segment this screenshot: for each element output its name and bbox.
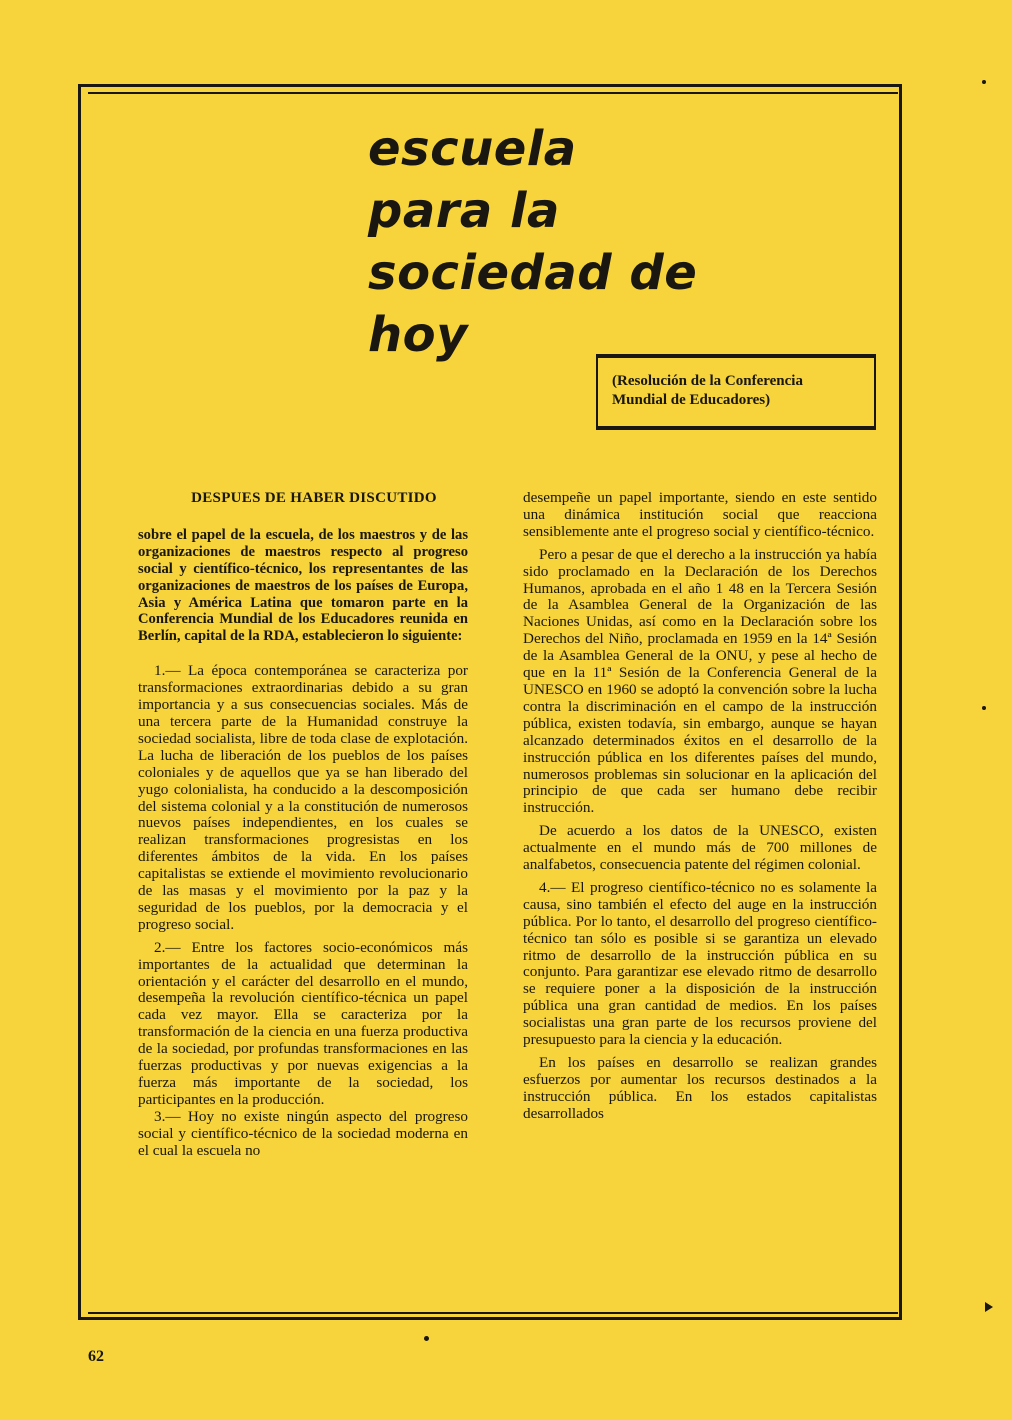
margin-dot-mark	[982, 80, 986, 84]
paragraph-rights: Pero a pesar de que el derecho a la instrucción ya había sido proclamado en la Declaración de los Derechos Humanos, aprobada en el año 1 48 en la Tercera Sesión de la Asamblea General de la Organización de las Naciones Unidas, así como en la Declaración sobre los Derechos del Niño, proclamada en 1959 en la 14ª Sesión de la Asamblea General de la ONU, y pese al hecho de que en la 11ª Sesión de la Conferencia General de la UNESCO en 1960 se adoptó la convención sobre la lucha contra la discriminación en el campo de la instrucción pública, existen todavía, sin embargo, aunque se hayan alcanzado determinados éxitos en el desarrollo de la instrucción pública en los diferentes países del mundo, numerosos problemas sin solucionar en la aplicación del principio de que cada ser humano debe recibir instrucción.	[523, 545, 877, 817]
paragraph-1: 1.— La época contemporánea se caracteriza por transformaciones extraordinarias debido a su gran importancia y a sus consecuencias sociales. Más de una tercera parte de la Humanidad construye la sociedad socialista, libre de toda clase de explotación. La lucha de liberación de los pueblos de los países coloniales y de aquellos que ya se han liberado del yugo colonialista, ha conducido a la descomposición del sistema colonial y a la constitución de numerosos nuevos países independientes, en los cuales se realizan transformaciones progresistas en los diferentes ámbitos de la vida. En los países capitalistas se extiende el movimiento revolucionario de las masas y el movimiento por la paz y la seguridad de los pueblos, por la democracia y el progreso social.	[138, 662, 468, 933]
left-column	[138, 490, 468, 1160]
margin-dot-mark	[982, 706, 986, 710]
paragraph-2: 2.— Entre los factores socio-económicos más importantes de la actualidad que determinan la orientación y el carácter del desarrollo en el mundo, desempeña la revolución científico-técnica un papel cada vez mayor. Ella se caracteriza por la transformación de la ciencia en una fuerza productiva de la sociedad, por profundas transformaciones en las fuerzas productivas y por nuevas exigencias a la fuerza más importante de la sociedad, los participantes en la producción.	[138, 938, 468, 1108]
intro-paragraph: sobre el papel de la escuela, de los maestros y de las organizaciones de maestros respecto al progreso social y científico-técnico, los representantes de las organizaciones de maestros de los países de Europa, Asia y América Latina que tomaron parte en la Conferencia Mundial de los Educadores reunida en Berlín, capital de la RDA, establecieron lo siguiente:	[138, 526, 468, 645]
paragraph-3: 3.— Hoy no existe ningún aspecto del progreso social y científico-técnico de la sociedad moderna en el cual la escuela no	[138, 1107, 468, 1159]
page-number: 62	[88, 1348, 104, 1365]
paragraph-4: 4.— El progreso científico-técnico no es solamente la causa, sino también el efecto del auge en la instrucción pública. Por lo tanto, el desarrollo del progreso científico-técnico tan sólo es posible si se garantiza un elevado ritmo de desarrollo de la instrucción pública en su conjunto. Para garantizar ese elevado ritmo de desarrollo se requiere poner a la disposición de la instrucción pública una gran cantidad de medios. En los países socialistas una gran parte de los recursos proviene del presupuesto para la ciencia y la educación.	[523, 878, 877, 1049]
resolution-line-2: Mundial de Educadores)	[612, 392, 771, 408]
paragraph-developing: En los países en desarrollo se realizan grandes esfuerzos por aumentar los recursos destinados a la instrucción pública. En los estados capitalistas desarrollados	[523, 1054, 877, 1122]
paragraph-continued: desempeñe un papel importante, siendo en este sentido una dinámica institución social que reacciona sensiblemente ante el progreso social y científico-técnico.	[523, 489, 877, 540]
resolution-line-1: (Resolución de la Conferencia	[612, 373, 803, 389]
title-line-2: para la	[368, 183, 560, 239]
resolution-box	[596, 354, 876, 430]
frame-inner-top-rule	[88, 92, 898, 94]
frame-inner-bottom-rule	[88, 1312, 898, 1314]
margin-arrow-mark	[985, 1302, 993, 1312]
title-line-1: escuela	[368, 121, 577, 177]
title-line-3: sociedad de hoy	[368, 245, 698, 363]
right-column	[523, 490, 877, 1123]
section-heading: DESPUES DE HABER DISCUTIDO	[191, 490, 437, 506]
paragraph-unesco: De acuerdo a los datos de la UNESCO, existen actualmente en el mundo más de 700 millones de analfabetos, consecuencia patente del régimen colonial.	[523, 822, 877, 874]
center-dot-mark	[424, 1336, 429, 1341]
article-title	[368, 118, 808, 366]
